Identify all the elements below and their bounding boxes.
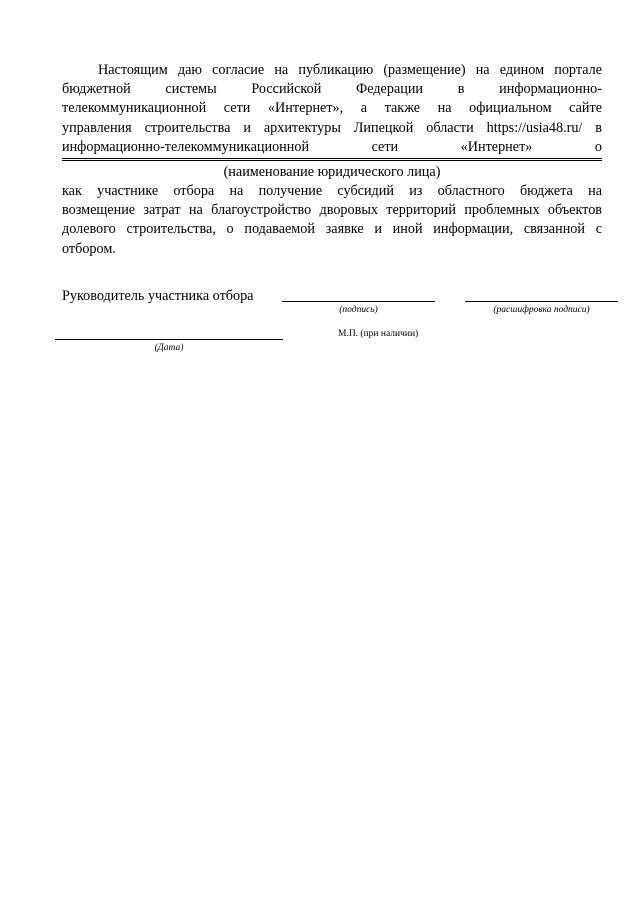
purpose-paragraph [62,182,602,259]
signature-caption: (подпись) [339,305,378,315]
purpose-line-2: возмещение затрат на благоустройство дворовых территорий проблемных объектов [62,202,602,219]
stamp-note: М.П. (при наличии) [338,329,419,339]
purpose-line-3: долевого строительства, о подаваемой заявке и иной информации, связанной с [62,221,602,238]
consent-line-4: управления строительства и архитектуры Липецкой области https://usia48.ru/ в [62,119,602,136]
signature-line [282,301,435,302]
consent-line-3: телекоммуникационной сети «Интернет», а также на официальном сайте [62,100,602,117]
head-label: Руководитель участника отбора [62,288,254,304]
consent-line-2: бюджетной системы Российской Федерации в информационно- [62,81,602,98]
purpose-line-1: как участнике отбора на получение субсидий из областного бюджета на [62,183,602,199]
decoding-caption: (расшифровка подписи) [493,305,590,315]
entity-name-fill-line-2 [62,160,602,161]
decoding-line [465,301,618,302]
consent-line-5: информационно-телекоммуникационной сети «Интернет» о [62,138,602,155]
purpose-line-4: отбором. [62,240,116,257]
consent-paragraph [62,61,602,157]
entity-name-fill-line [62,158,602,159]
consent-line-1: Настоящим даю согласие на публикацию (размещение) на едином портале [98,62,602,78]
date-line [55,339,283,340]
entity-caption: (наименование юридического лица) [223,164,441,180]
date-caption: (Дата) [154,343,184,353]
